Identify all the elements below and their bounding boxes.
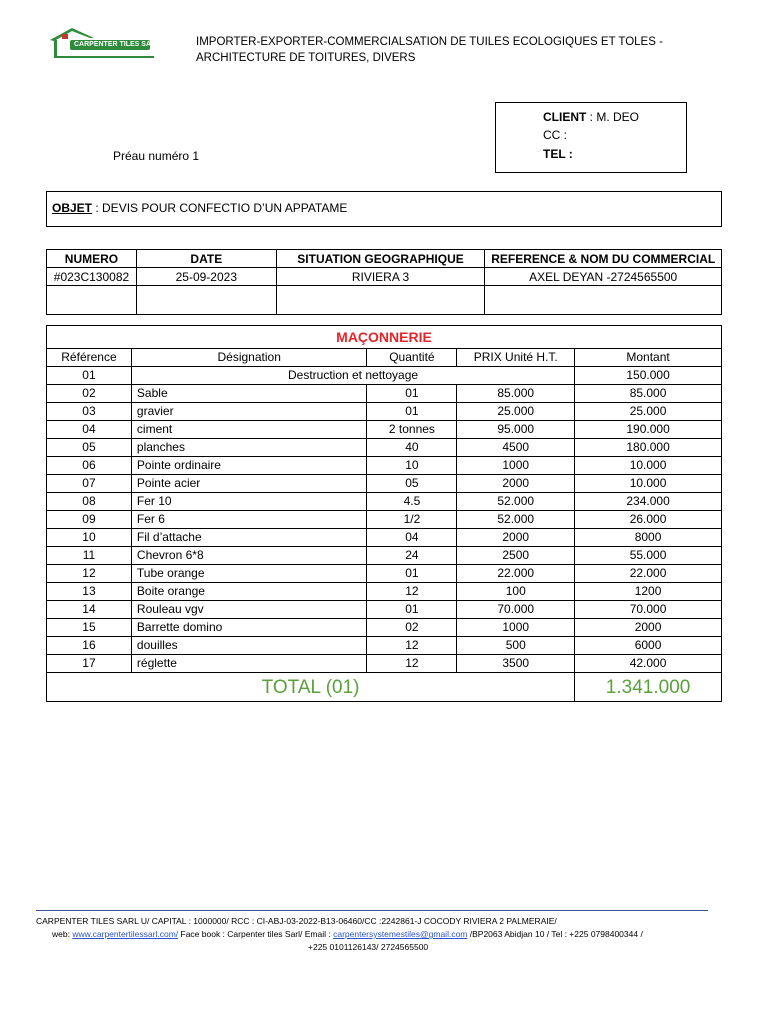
logo-text: CARPENTER TILES SARL (74, 41, 161, 48)
row-reference: 06 (47, 457, 132, 475)
situation-value: RIVIERA 3 (276, 268, 485, 286)
table-row (47, 601, 722, 619)
row-quantite: 04 (367, 529, 457, 547)
row-quantite: 02 (367, 619, 457, 637)
row-montant: 180.000 (575, 439, 722, 457)
table-row (47, 583, 722, 601)
row-designation: Destruction et nettoyage (131, 367, 574, 385)
row-montant: 6000 (575, 637, 722, 655)
row-quantite: 1/2 (367, 511, 457, 529)
info-value-row (47, 268, 722, 286)
preau-label: Préau numéro 1 (113, 149, 200, 163)
cc-row: CC : (543, 128, 567, 142)
row-montant: 8000 (575, 529, 722, 547)
row-prix: 95.000 (457, 421, 575, 439)
row-prix: 2500 (457, 547, 575, 565)
reference-header: REFERENCE & NOM DU COMMERCIAL (485, 250, 722, 268)
row-montant: 10.000 (575, 457, 722, 475)
table-row (47, 403, 722, 421)
row-prix: 500 (457, 637, 575, 655)
section-row (47, 326, 722, 349)
row-quantite: 24 (367, 547, 457, 565)
table-row (47, 421, 722, 439)
row-montant: 26.000 (575, 511, 722, 529)
web-label: web: (52, 929, 73, 939)
row-prix: 22.000 (457, 565, 575, 583)
row-quantite: 01 (367, 565, 457, 583)
row-designation: Sable (131, 385, 367, 403)
table-row (47, 457, 722, 475)
numero-header: NUMERO (47, 250, 137, 268)
row-prix: 1000 (457, 619, 575, 637)
total-label: TOTAL (01) (47, 673, 575, 702)
row-quantite: 12 (367, 583, 457, 601)
website-link[interactable]: www.carpentertilessarl.com/ (72, 929, 179, 939)
row-prix: 1000 (457, 457, 575, 475)
numero-value: #023C130082 (47, 268, 137, 286)
table-row (47, 493, 722, 511)
row-quantite: 05 (367, 475, 457, 493)
row-reference: 13 (47, 583, 132, 601)
info-blank-row (47, 286, 722, 315)
date-header: DATE (136, 250, 276, 268)
table-row (47, 475, 722, 493)
objet-line (52, 201, 347, 215)
row-montant: 234.000 (575, 493, 722, 511)
quote-table (46, 325, 722, 702)
table-row (47, 367, 722, 385)
info-header-row (47, 250, 722, 268)
row-reference: 07 (47, 475, 132, 493)
section-title: MAÇONNERIE (47, 326, 722, 349)
row-montant: 150.000 (575, 367, 722, 385)
row-reference: 01 (47, 367, 132, 385)
row-designation: planches (131, 439, 367, 457)
client-box (495, 102, 687, 173)
column-header-row (47, 349, 722, 367)
objet-label: OBJET (52, 201, 93, 215)
row-montant: 42.000 (575, 655, 722, 673)
row-designation: Pointe acier (131, 475, 367, 493)
row-quantite: 10 (367, 457, 457, 475)
client-value: : M. DEO (586, 110, 640, 124)
row-prix: 85.000 (457, 385, 575, 403)
row-montant: 25.000 (575, 403, 722, 421)
table-row (47, 385, 722, 403)
row-designation: Fil d’attache (131, 529, 367, 547)
row-designation: gravier (131, 403, 367, 421)
row-quantite: 01 (367, 385, 457, 403)
row-reference: 02 (47, 385, 132, 403)
row-designation: Fer 10 (131, 493, 367, 511)
row-quantite: 12 (367, 655, 457, 673)
row-montant: 1200 (575, 583, 722, 601)
row-prix: 2000 (457, 529, 575, 547)
row-prix: 52.000 (457, 511, 575, 529)
row-reference: 16 (47, 637, 132, 655)
row-designation: Tube orange (131, 565, 367, 583)
objet-box (46, 191, 722, 227)
blank-cell (485, 286, 722, 315)
row-prix: 100 (457, 583, 575, 601)
table-row (47, 637, 722, 655)
table-row (47, 655, 722, 673)
row-prix: 25.000 (457, 403, 575, 421)
footer-mid-1: Face book : Carpenter tiles Sarl/ Email : (178, 929, 334, 939)
row-designation: Fer 6 (131, 511, 367, 529)
objet-text: : DEVIS POUR CONFECTIO D’UN APPATAME (92, 201, 348, 215)
row-prix: 52.000 (457, 493, 575, 511)
blank-cell (47, 286, 137, 315)
footer-mid-2: /BP2063 Abidjan 10 / Tel : +225 0798400344 / (467, 929, 643, 939)
row-designation: Boite orange (131, 583, 367, 601)
row-montant: 22.000 (575, 565, 722, 583)
row-reference: 10 (47, 529, 132, 547)
row-quantite: 2 tonnes (367, 421, 457, 439)
row-reference: 05 (47, 439, 132, 457)
table-row (47, 529, 722, 547)
table-row (47, 547, 722, 565)
table-body (47, 367, 722, 673)
email-link[interactable]: carpentersystemestiles@gmail.com (333, 929, 468, 939)
footer-line-3: +225 0101126143/ 2724565500 (308, 942, 429, 952)
col-designation: Désignation (131, 349, 367, 367)
situation-header: SITUATION GEOGRAPHIQUE (276, 250, 485, 268)
tel-row: TEL : (543, 147, 573, 161)
row-quantite: 01 (367, 601, 457, 619)
row-montant: 2000 (575, 619, 722, 637)
company-description (196, 34, 716, 66)
row-designation: ciment (131, 421, 367, 439)
col-prix: PRIX Unité H.T. (457, 349, 575, 367)
row-montant: 85.000 (575, 385, 722, 403)
blank-cell (276, 286, 485, 315)
row-designation: réglette (131, 655, 367, 673)
row-reference: 15 (47, 619, 132, 637)
row-prix: 70.000 (457, 601, 575, 619)
row-reference: 14 (47, 601, 132, 619)
row-reference: 12 (47, 565, 132, 583)
info-table (46, 249, 722, 315)
row-reference: 08 (47, 493, 132, 511)
row-designation: Pointe ordinaire (131, 457, 367, 475)
footer-line-2 (52, 928, 643, 940)
company-logo (48, 26, 161, 62)
row-prix: 4500 (457, 439, 575, 457)
row-montant: 190.000 (575, 421, 722, 439)
client-row (543, 110, 639, 124)
row-prix: 3500 (457, 655, 575, 673)
row-quantite: 01 (367, 403, 457, 421)
footer-line-1: CARPENTER TILES SARL U/ CAPITAL : 1000000/ RCC : CI-ABJ-03-2022-B13-06460/CC :2242861-J COCODY RIVIERA 2 PALMERAIE/ (36, 916, 557, 926)
table-row (47, 565, 722, 583)
total-row (47, 673, 722, 702)
footer-divider (36, 910, 708, 911)
row-reference: 04 (47, 421, 132, 439)
row-designation: Rouleau vgv (131, 601, 367, 619)
row-quantite: 12 (367, 637, 457, 655)
row-reference: 17 (47, 655, 132, 673)
col-quantite: Quantité (367, 349, 457, 367)
col-montant: Montant (575, 349, 722, 367)
row-reference: 11 (47, 547, 132, 565)
total-value: 1.341.000 (575, 673, 722, 702)
row-montant: 55.000 (575, 547, 722, 565)
row-montant: 70.000 (575, 601, 722, 619)
row-designation: douilles (131, 637, 367, 655)
blank-cell (136, 286, 276, 315)
col-reference: Référence (47, 349, 132, 367)
row-quantite: 4.5 (367, 493, 457, 511)
row-designation: Barrette domino (131, 619, 367, 637)
reference-value: AXEL DEYAN -2724565500 (485, 268, 722, 286)
table-row (47, 511, 722, 529)
row-montant: 10.000 (575, 475, 722, 493)
row-prix: 2000 (457, 475, 575, 493)
table-row (47, 439, 722, 457)
row-reference: 09 (47, 511, 132, 529)
client-label: CLIENT (543, 110, 587, 124)
date-value: 25-09-2023 (136, 268, 276, 286)
header-line-2: ARCHITECTURE DE TOITURES, DIVERS (196, 52, 416, 64)
row-designation: Chevron 6*8 (131, 547, 367, 565)
header-line-1: IMPORTER-EXPORTER-COMMERCIALSATION DE TUILES ECOLOGIQUES ET TOLES - (196, 36, 663, 48)
table-row (47, 619, 722, 637)
row-reference: 03 (47, 403, 132, 421)
row-quantite: 40 (367, 439, 457, 457)
